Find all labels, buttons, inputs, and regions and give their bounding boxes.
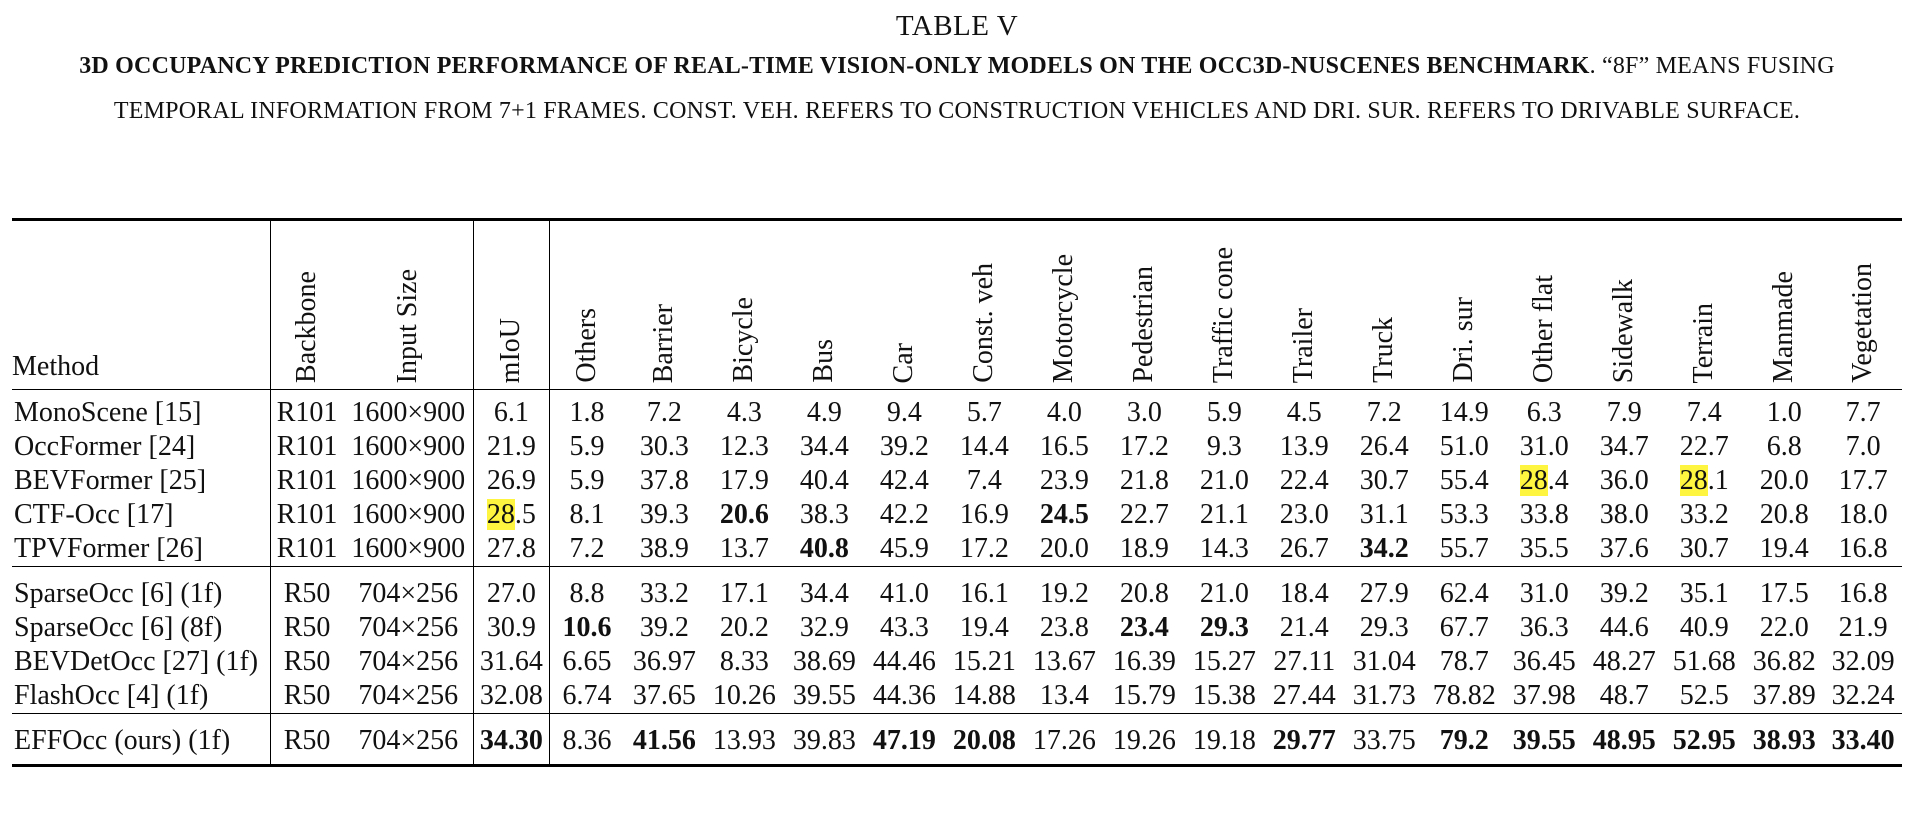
table-cell: 4.0 [1046,397,1082,428]
table-cell: 15.79 [1112,680,1176,711]
table-cell: 17.9 [719,465,769,496]
table-cell: 31.0 [1519,578,1569,609]
table-cell: 36.97 [632,646,696,677]
table-cell: 39.3 [639,499,689,530]
method-name: BEVFormer [25] [14,465,207,496]
table-cell: 4.3 [726,397,762,428]
table-cell: 20.6 [719,499,769,530]
table-cell: 40.9 [1679,612,1729,643]
table-cell: 27.0 [474,567,549,612]
table-cell: 21.4 [1279,612,1329,643]
table-cell: 38.69 [792,646,856,677]
table-cell: 20.2 [719,612,769,643]
table-cell: 23.0 [1279,499,1329,530]
table-cell: 4.5 [1286,397,1322,428]
table-cell: 37.98 [1512,680,1576,711]
table-cell: 18.4 [1279,578,1329,609]
table-cell: 6.8 [1766,431,1802,462]
table-cell: 28.4 [1519,465,1569,496]
table-cell: 32.08 [474,679,549,714]
table-cell: 39.2 [1599,578,1649,609]
table-cell: 18.9 [1119,533,1169,564]
table-row [12,390,1902,431]
table-cell: 51.0 [1439,431,1489,462]
group-ours [12,714,1902,766]
highlight-mark: 28 [1679,465,1708,496]
table-cell: 28.5 [474,498,549,532]
table-cell: 47.19 [872,725,936,756]
table-cell: 27.8 [474,532,549,567]
table-cell: 34.7 [1599,431,1649,462]
table-cell: 704×256 [358,725,459,756]
table-cell: 41.0 [879,578,929,609]
column-header-truck: Truck [1368,317,1400,383]
column-header-motorcycle: Motorcycle [1048,253,1080,383]
table-cell: 14.88 [952,680,1016,711]
table-cell: 33.2 [1679,499,1729,530]
header-row [12,220,1902,390]
table-cell: R101 [270,430,343,464]
table-cell: 10.6 [549,611,624,645]
table-cell: 704×256 [358,680,459,711]
table-cell: 1.8 [549,390,624,431]
table-cell: 33.8 [1519,499,1569,530]
column-header-input-size: Input Size [392,268,424,383]
table-cell: 16.9 [959,499,1009,530]
table-cell: 30.7 [1679,533,1729,564]
column-header-backbone: Backbone [270,220,343,390]
table-cell: R50 [270,611,343,645]
table-cell: 37.89 [1752,680,1816,711]
table-cell: 41.56 [632,725,696,756]
table-cell: 30.9 [474,611,549,645]
table-cell: 704×256 [358,578,459,609]
table-cell: 17.5 [1759,578,1809,609]
column-header-dri-sur: Dri. sur [1448,297,1480,383]
table-cell: 34.4 [799,431,849,462]
table-cell: 19.4 [959,612,1009,643]
table-cell: 28.1 [1679,465,1729,496]
table-cell: 42.4 [879,465,929,496]
table-cell: 9.3 [1206,431,1242,462]
method-name: CTF-Occ [17] [14,499,174,530]
table-cell: 52.95 [1672,725,1736,756]
column-header-bicycle: Bicycle [728,297,760,383]
method-name: OccFormer [24] [14,431,196,462]
table-cell: 9.4 [886,397,922,428]
table-cell: 18.0 [1838,499,1888,530]
table-cell: 21.0 [1199,465,1249,496]
table-cell: 5.7 [966,397,1002,428]
table-cell: 38.0 [1599,499,1649,530]
highlight-mark: 28 [486,499,515,530]
table-cell: 8.33 [719,646,769,677]
table-cell: 704×256 [358,612,459,643]
table-cell: 31.04 [1352,646,1416,677]
method-name: BEVDetOcc [27] (1f) [14,646,259,677]
table-cell: 33.75 [1352,725,1416,756]
table-cell: 38.93 [1752,725,1816,756]
table-cell: 34.30 [474,714,549,766]
table-row [12,430,1902,464]
table-cell: 7.2 [549,532,624,567]
table-cell: 10.26 [712,680,776,711]
table-cell: R50 [270,567,343,612]
column-header-traffic-cone: Traffic cone [1208,246,1240,383]
table-cell: 31.64 [474,645,549,679]
table-cell: 3.0 [1126,397,1162,428]
column-header-vegetation: Vegetation [1847,263,1879,383]
table-cell: 36.3 [1519,612,1569,643]
table-cell: 42.2 [879,499,929,530]
table-cell: 19.4 [1759,533,1809,564]
table-cell: 31.0 [1519,431,1569,462]
table-cell: 6.3 [1526,397,1562,428]
caption-text [0,44,1914,134]
column-header-car: Car [888,342,920,383]
table-cell: 36.82 [1752,646,1816,677]
table-cell: 29.3 [1359,612,1409,643]
table-cell: 48.27 [1592,646,1656,677]
table-cell: R101 [270,498,343,532]
table-cell: R50 [270,714,343,766]
results-table [12,218,1902,767]
table-cell: 29.77 [1272,725,1336,756]
table-cell: 26.9 [474,464,549,498]
table-cell: 39.55 [1512,725,1576,756]
method-name: SparseOcc [6] (1f) [14,578,223,609]
table-cell: 26.4 [1359,431,1409,462]
table-cell: 26.7 [1279,533,1329,564]
table-caption [0,8,1914,134]
table-cell: 13.93 [712,725,776,756]
table-cell: 5.9 [1206,397,1242,428]
table-cell: 19.18 [1192,725,1256,756]
table-cell: 7.2 [1366,397,1402,428]
method-name: TPVFormer [26] [14,533,203,564]
table-cell: 32.9 [799,612,849,643]
table-cell: R101 [270,390,343,431]
table-cell: 6.65 [549,645,624,679]
column-header-miou: mIoU [474,220,549,390]
method-name: SparseOcc [6] (8f) [14,612,223,643]
group-realtime-r101 [12,390,1902,567]
table-row [12,567,1902,612]
table-cell: 16.39 [1112,646,1176,677]
table-cell: 6.1 [474,390,549,431]
table-cell: 4.9 [806,397,842,428]
table-cell: 14.3 [1199,533,1249,564]
table-cell: 53.3 [1439,499,1489,530]
table-cell: 78.82 [1432,680,1496,711]
group-r50 [12,567,1902,714]
table-cell: 51.68 [1672,646,1736,677]
table-cell: 704×256 [358,646,459,677]
table-cell: 20.8 [1119,578,1169,609]
table-cell: 1.0 [1766,397,1802,428]
table-cell: 30.3 [639,431,689,462]
table-cell: 17.26 [1032,725,1096,756]
table-cell: 39.83 [792,725,856,756]
method-name: EFFOcc (ours) (1f) [14,725,231,756]
method-name: FlashOcc [4] (1f) [14,680,209,711]
table-cell: 13.7 [719,533,769,564]
table-row [12,498,1902,532]
table-cell: 17.1 [719,578,769,609]
table-cell: 39.2 [639,612,689,643]
table-cell: 24.5 [1039,499,1089,530]
table-cell: 34.4 [799,578,849,609]
column-header-sidewalk: Sidewalk [1608,278,1640,383]
table-cell: 8.36 [549,714,624,766]
table-cell: 21.1 [1199,499,1249,530]
table-cell: R50 [270,679,343,714]
table-cell: 1600×900 [351,465,466,496]
table-cell: 44.6 [1599,612,1649,643]
table-cell: 7.9 [1606,397,1642,428]
table-cell: R101 [270,532,343,567]
table-cell: 36.45 [1512,646,1576,677]
table-cell: 19.2 [1039,578,1089,609]
table-cell: 35.1 [1679,578,1729,609]
column-header-manmade: Manmade [1768,271,1800,383]
table-row [12,679,1902,714]
table-cell: 40.8 [799,533,849,564]
table-cell: 8.1 [549,498,624,532]
table-cell: 23.8 [1039,612,1089,643]
table-cell: 1600×900 [351,499,466,530]
table-row [12,532,1902,567]
column-header-trailer: Trailer [1288,307,1320,383]
column-header-bus: Bus [808,339,840,383]
table-cell: 32.24 [1831,680,1895,711]
table-cell: 19.26 [1112,725,1176,756]
column-header-const-veh: Const. veh [968,263,1000,383]
table-cell: 1600×900 [351,431,466,462]
table-cell: 6.74 [549,679,624,714]
table-cell: 14.4 [959,431,1009,462]
table-cell: 7.4 [966,465,1002,496]
table-cell: 27.44 [1272,680,1336,711]
table-cell: 37.6 [1599,533,1649,564]
table-cell: 55.7 [1439,533,1489,564]
table-cell: 13.4 [1039,680,1089,711]
table-cell: 13.67 [1032,646,1096,677]
table-cell: 48.95 [1592,725,1656,756]
table-cell: 43.3 [879,612,929,643]
table-cell: 22.7 [1679,431,1729,462]
table-cell: 14.9 [1439,397,1489,428]
table-cell: 37.8 [639,465,689,496]
table-cell: 39.2 [879,431,929,462]
table-cell: 21.0 [1199,578,1249,609]
table-cell: 23.9 [1039,465,1089,496]
table-cell: 37.65 [632,680,696,711]
table-cell: 1600×900 [351,533,466,564]
table-cell: 7.7 [1845,397,1881,428]
table-cell: 33.40 [1831,725,1895,756]
table-cell: 17.2 [959,533,1009,564]
table-cell: 15.21 [952,646,1016,677]
column-header-pedestrian: Pedestrian [1128,266,1160,383]
table-cell: 52.5 [1679,680,1729,711]
method-name: MonoScene [15] [14,397,202,428]
table-cell: 16.5 [1039,431,1089,462]
table-cell: 36.0 [1599,465,1649,496]
table-cell: 22.7 [1119,499,1169,530]
table-cell: 7.0 [1845,431,1881,462]
table-cell: 17.2 [1119,431,1169,462]
table-cell: 23.4 [1119,612,1169,643]
column-header-terrain: Terrain [1688,302,1720,383]
table-cell: 44.46 [872,646,936,677]
table-cell: 20.8 [1759,499,1809,530]
table-cell: 20.0 [1759,465,1809,496]
table-row [12,464,1902,498]
table-cell: 8.8 [549,567,624,612]
table-cell: 34.2 [1359,533,1409,564]
table-cell: 20.0 [1039,533,1089,564]
table-cell: 5.9 [549,464,624,498]
highlight-mark: 28 [1519,465,1548,496]
table-cell: R101 [270,464,343,498]
column-header-other-flat: Other flat [1528,274,1560,383]
table-cell: 31.73 [1352,680,1416,711]
table-cell: 35.5 [1519,533,1569,564]
table-cell: 55.4 [1439,465,1489,496]
table-cell: 21.9 [474,430,549,464]
table-cell: 12.3 [719,431,769,462]
caption-title: 3D OCCUPANCY PREDICTION PERFORMANCE OF REAL-TIME VISION-ONLY MODELS ON THE OCC3D-NUSCENES BENCHMARK [79,53,1590,79]
column-header-barrier: Barrier [648,303,680,383]
table-cell: 20.08 [952,725,1016,756]
table-cell: 29.3 [1199,612,1249,643]
table-cell: 62.4 [1439,578,1489,609]
table-cell: 22.4 [1279,465,1329,496]
table-cell: 48.7 [1599,680,1649,711]
table-cell: 7.2 [646,397,682,428]
table-cell: 1600×900 [351,397,466,428]
table-cell: 39.55 [792,680,856,711]
table-cell: 17.7 [1838,465,1888,496]
table-cell: 27.11 [1273,646,1336,677]
table-cell: 79.2 [1439,725,1489,756]
table-cell: 13.9 [1279,431,1329,462]
column-header-others: Others [549,220,624,390]
table-row [12,611,1902,645]
table-cell: 45.9 [879,533,929,564]
table-label: TABLE V [895,10,1019,42]
table-cell: 15.27 [1192,646,1256,677]
table-cell: 32.09 [1831,646,1895,677]
table-cell: 38.3 [799,499,849,530]
table-cell: 7.4 [1686,397,1722,428]
table-cell: 40.4 [799,465,849,496]
table-cell: 22.0 [1759,612,1809,643]
table-cell: 16.8 [1838,578,1888,609]
table-row [12,645,1902,679]
table-cell: 78.7 [1439,646,1489,677]
table-cell: 44.36 [872,680,936,711]
table-cell: 27.9 [1359,578,1409,609]
method-header: Method [12,351,100,382]
table-cell: 30.7 [1359,465,1409,496]
table-row [12,714,1902,766]
caption-description: . “8F” MEANS FUSING TEMPORAL INFORMATION FROM 7+1 FRAMES. CONST. VEH. REFERS TO CONSTRUCTION VEHICLES AND DRI. SUR. REFERS TO DRIVABLE SURFACE. [113,53,1835,124]
table-cell: R50 [270,645,343,679]
table-cell: 67.7 [1439,612,1489,643]
table-cell: 15.38 [1192,680,1256,711]
table-cell: 5.9 [549,430,624,464]
table-cell: 21.9 [1838,612,1888,643]
table-cell: 16.8 [1838,533,1888,564]
table-cell: 31.1 [1359,499,1409,530]
table-cell: 16.1 [959,578,1009,609]
table-cell: 38.9 [639,533,689,564]
table-cell: 33.2 [639,578,689,609]
table-cell: 21.8 [1119,465,1169,496]
